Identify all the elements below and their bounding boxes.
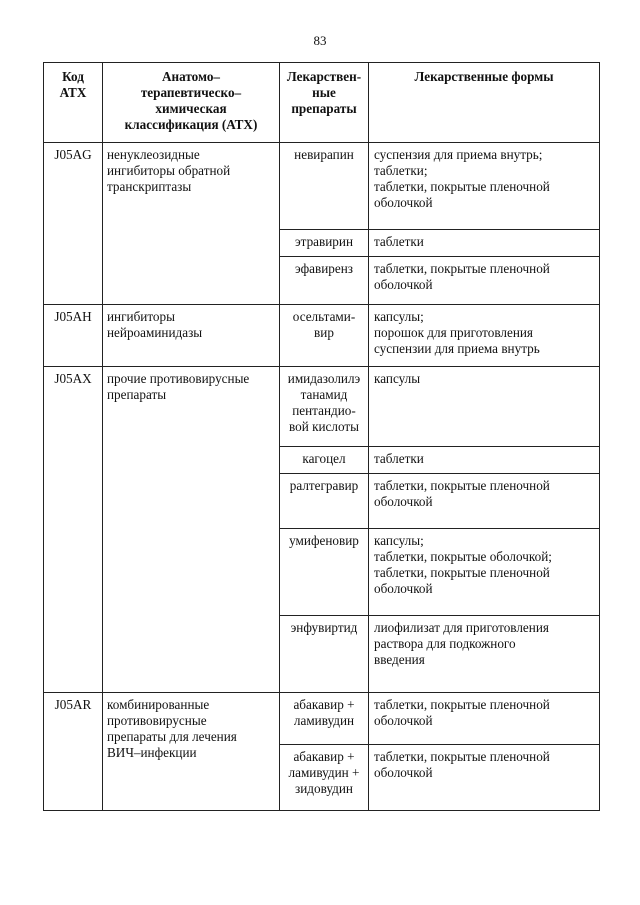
dosage-form-line: таблетки, покрытые пленочной [374,261,550,276]
dosage-forms [369,745,600,811]
atc-group-name-line: ВИЧ–инфекции [107,745,197,760]
header-line: ные [312,85,336,100]
drug-name [280,367,369,447]
table-header-row [44,63,600,143]
atc-group-name-line: ингибиторы обратной [107,163,231,178]
dosage-form-line: таблетки; [374,163,428,178]
dosage-form-line: капсулы [374,371,421,386]
header-line: Лекарствен- [286,69,362,84]
drug-name-line: осельтами- [292,309,356,324]
table-row [44,367,600,447]
table-row [44,693,600,745]
drug-name [280,745,369,811]
dosage-form-line: оболочкой [374,713,433,728]
atc-group-name-line: препараты для лечения [107,729,237,744]
dosage-form-line: капсулы; [374,309,424,324]
atc-group-name-line: прочие противовирусные [107,371,250,386]
dosage-forms [369,257,600,305]
dosage-form-line: таблетки, покрытые пленочной [374,565,550,580]
atc-group-name-line: комбинированные [107,697,210,712]
header-line: Анатомо– [161,69,221,84]
drug-name [280,616,369,693]
header-code [44,63,103,143]
drug-name-line: абакавир + [293,697,355,712]
drug-name-line: ламивудин + [288,765,360,780]
drug-name [280,693,369,745]
header-forms [369,63,600,143]
drug-name-line: эфавиренз [295,261,353,276]
header-line: Код [62,69,84,84]
drug-name-line: невирапин [294,147,354,162]
drug-name [280,305,369,367]
dosage-form-line: таблетки, покрытые оболочкой; [374,549,552,564]
dosage-form-line: таблетки, покрытые пленочной [374,749,550,764]
drug-name [280,529,369,616]
atc-group-name-line: транскриптазы [107,179,192,194]
drug-name-line: пентандио- [292,403,356,418]
dosage-form-line: порошок для приготовления [374,325,534,340]
dosage-form-line: оболочкой [374,765,433,780]
atc-group-name [103,693,280,811]
dosage-forms [369,305,600,367]
header-line: терапевтическо– [140,85,242,100]
drug-name-line: имидазолилэ [287,371,361,386]
atc-group-name [103,143,280,305]
dosage-forms [369,143,600,230]
table-row [44,305,600,367]
drug-name [280,474,369,529]
page-number: 83 [313,33,327,48]
atc-code: J05AH [44,305,103,367]
dosage-form-line: суспензия для приема внутрь; [374,147,543,162]
drug-name-line: зидовудин [295,781,353,796]
dosage-form-line: таблетки, покрытые пленочной [374,697,550,712]
header-line: препараты [291,101,357,116]
dosage-forms [369,367,600,447]
drug-name [280,143,369,230]
header-line: АТХ [59,85,87,100]
dosage-form-line: оболочкой [374,195,433,210]
atc-group-name [103,367,280,693]
header-line: химическая [155,101,227,116]
atc-group-name-line: нейроаминидазы [107,325,203,340]
dosage-form-line: таблетки, покрытые пленочной [374,478,550,493]
atc-code: J05AX [44,367,103,693]
atc-group-name-line: ненуклеозидные [107,147,200,162]
atc-table [43,62,600,811]
dosage-form-line: оболочкой [374,581,433,596]
dosage-form-line: капсулы; [374,533,424,548]
atc-group-name-line: противовирусные [107,713,207,728]
atc-group-name [103,305,280,367]
dosage-form-line: оболочкой [374,494,433,509]
atc-group-name-line: ингибиторы [107,309,175,324]
dosage-form-line: суспензии для приема внутрь [374,341,540,356]
drug-name [280,230,369,257]
table-body [44,143,600,811]
dosage-form-line: таблетки, покрытые пленочной [374,179,550,194]
dosage-forms [369,616,600,693]
header-line: классификация (АТХ) [124,117,258,132]
dosage-forms [369,230,600,257]
dosage-form-line: таблетки [374,451,424,466]
atc-code: J05AR [44,693,103,811]
drug-name-line: ралтегравир [289,478,359,493]
header-classification [103,63,280,143]
dosage-form-line: введения [374,652,425,667]
dosage-form-line: таблетки [374,234,424,249]
drug-name-line: ламивудин [293,713,355,728]
drug-name-line: абакавир + [293,749,355,764]
drug-name-line: вир [314,325,334,340]
header-drugs [280,63,369,143]
atc-code: J05AG [44,143,103,305]
dosage-form-line: раствора для подкожного [374,636,516,651]
dosage-form-line: лиофилизат для приготовления [374,620,549,635]
atc-group-name-line: препараты [107,387,167,402]
table-row [44,143,600,230]
dosage-forms [369,474,600,529]
drug-name-line: кагоцел [302,451,346,466]
drug-name-line: энфувиртид [290,620,358,635]
drug-name [280,447,369,474]
header-line: Лекарственные формы [414,69,554,84]
drug-name [280,257,369,305]
drug-name-line: умифеновир [289,533,359,548]
drug-name-line: вой кислоты [288,419,360,434]
dosage-form-line: оболочкой [374,277,433,292]
dosage-forms [369,447,600,474]
drug-name-line: этравирин [294,234,354,249]
dosage-forms [369,693,600,745]
dosage-forms [369,529,600,616]
drug-name-line: танамид [300,387,348,402]
